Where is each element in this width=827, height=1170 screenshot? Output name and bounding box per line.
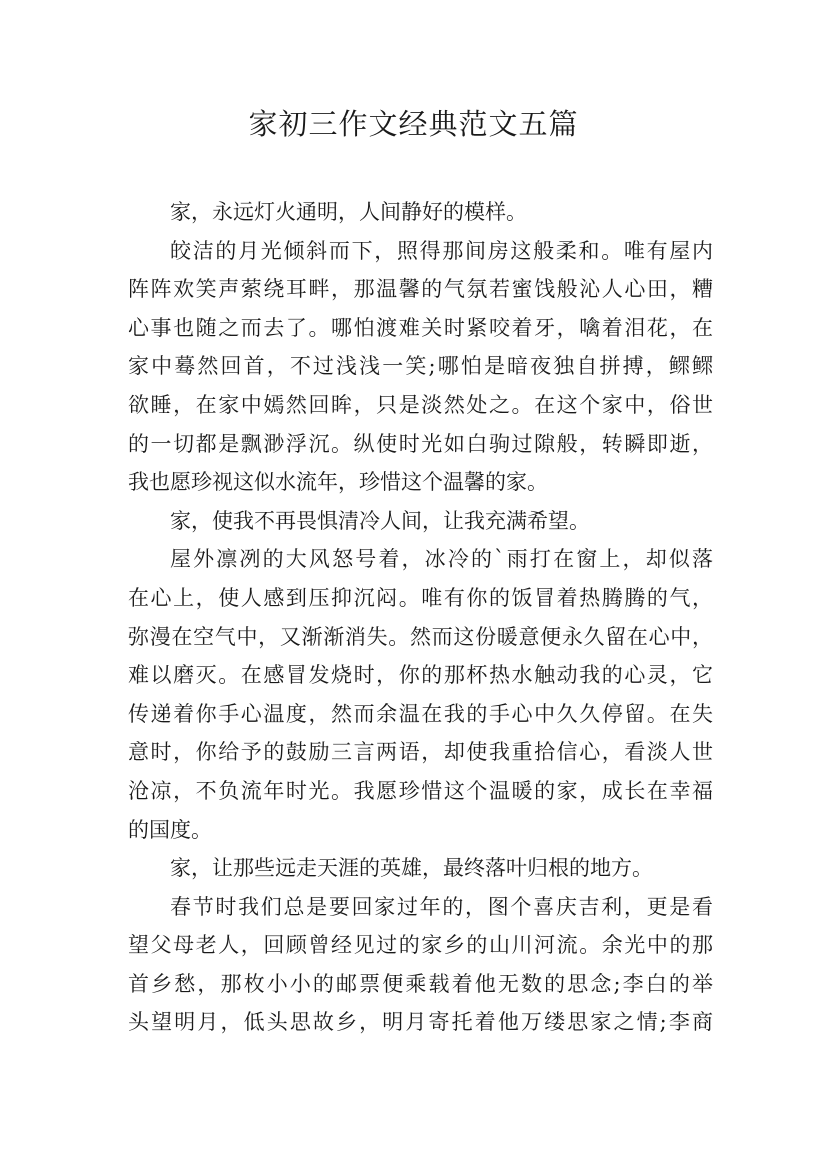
paragraph-line: 的一切都是飘渺浮沉。纵使时光如白驹过隙般，转瞬即逝，: [128, 431, 713, 456]
paragraph-line: 家，永远灯火通明，人间静好的模样。: [170, 200, 527, 224]
paragraph-line: 难以磨灭。在感冒发烧时，你的那杯热水触动我的心灵，它: [128, 663, 713, 688]
paragraph-line: 屋外凛冽的大风怒号着，冰冷的`雨打在窗上，却似落: [170, 547, 713, 572]
document-body: [128, 193, 713, 1042]
paragraph-line: 皎洁的月光倾斜而下，照得那间房这般柔和。唯有屋内: [170, 238, 713, 263]
paragraph-line: 我也愿珍视这似水流年，珍惜这个温馨的家。: [128, 470, 548, 495]
paragraph-line: 头望明月，低头思故乡，明月寄托着他万缕思家之情;李商: [128, 1010, 713, 1035]
paragraph-line: 春节时我们总是要回家过年的，图个喜庆吉利，更是看: [170, 894, 713, 919]
paragraph-line: 望父母老人，回顾曾经见过的家乡的山川河流。余光中的那: [128, 933, 713, 958]
paragraph-line: 家，让那些远走天涯的英雄，最终落叶归根的地方。: [170, 856, 653, 881]
paragraph-line: 沧凉，不负流年时光。我愿珍惜这个温暖的家，成长在幸福: [128, 778, 713, 803]
paragraph-line: 意时，你给予的鼓励三言两语，却使我重拾信心，看淡人世: [128, 740, 713, 765]
paragraph-line: 心事也随之而去了。哪怕渡难关时紧咬着牙，噙着泪花，在: [128, 315, 713, 340]
paragraph-line: 家，使我不再畏惧清冷人间，让我充满希望。: [170, 508, 590, 533]
paragraph-line: 阵阵欢笑声萦绕耳畔，那温馨的气氛若蜜饯般沁人心田，糟: [128, 277, 713, 302]
document-title: 家初三作文经典范文五篇: [248, 107, 579, 141]
paragraph-line: 弥漫在空气中，又渐渐消失。然而这份暖意便永久留在心中，: [128, 624, 713, 649]
paragraph-line: 传递着你手心温度，然而余温在我的手心中久久停留。在失: [128, 701, 713, 726]
paragraph-line: 在心上，使人感到压抑沉闷。唯有你的饭冒着热腾腾的气，: [128, 585, 713, 610]
paragraph-line: 家中蓦然回首，不过浅浅一笑;哪怕是暗夜独自拼搏，鳏鳏: [128, 354, 713, 379]
paragraph-line: 首乡愁，那枚小小的邮票便乘载着他无数的思念;李白的举: [128, 971, 713, 996]
paragraph-line: 欲睡，在家中嫣然回眸，只是淡然处之。在这个家中，俗世: [128, 392, 713, 417]
paragraph-line: 的国度。: [128, 817, 212, 842]
